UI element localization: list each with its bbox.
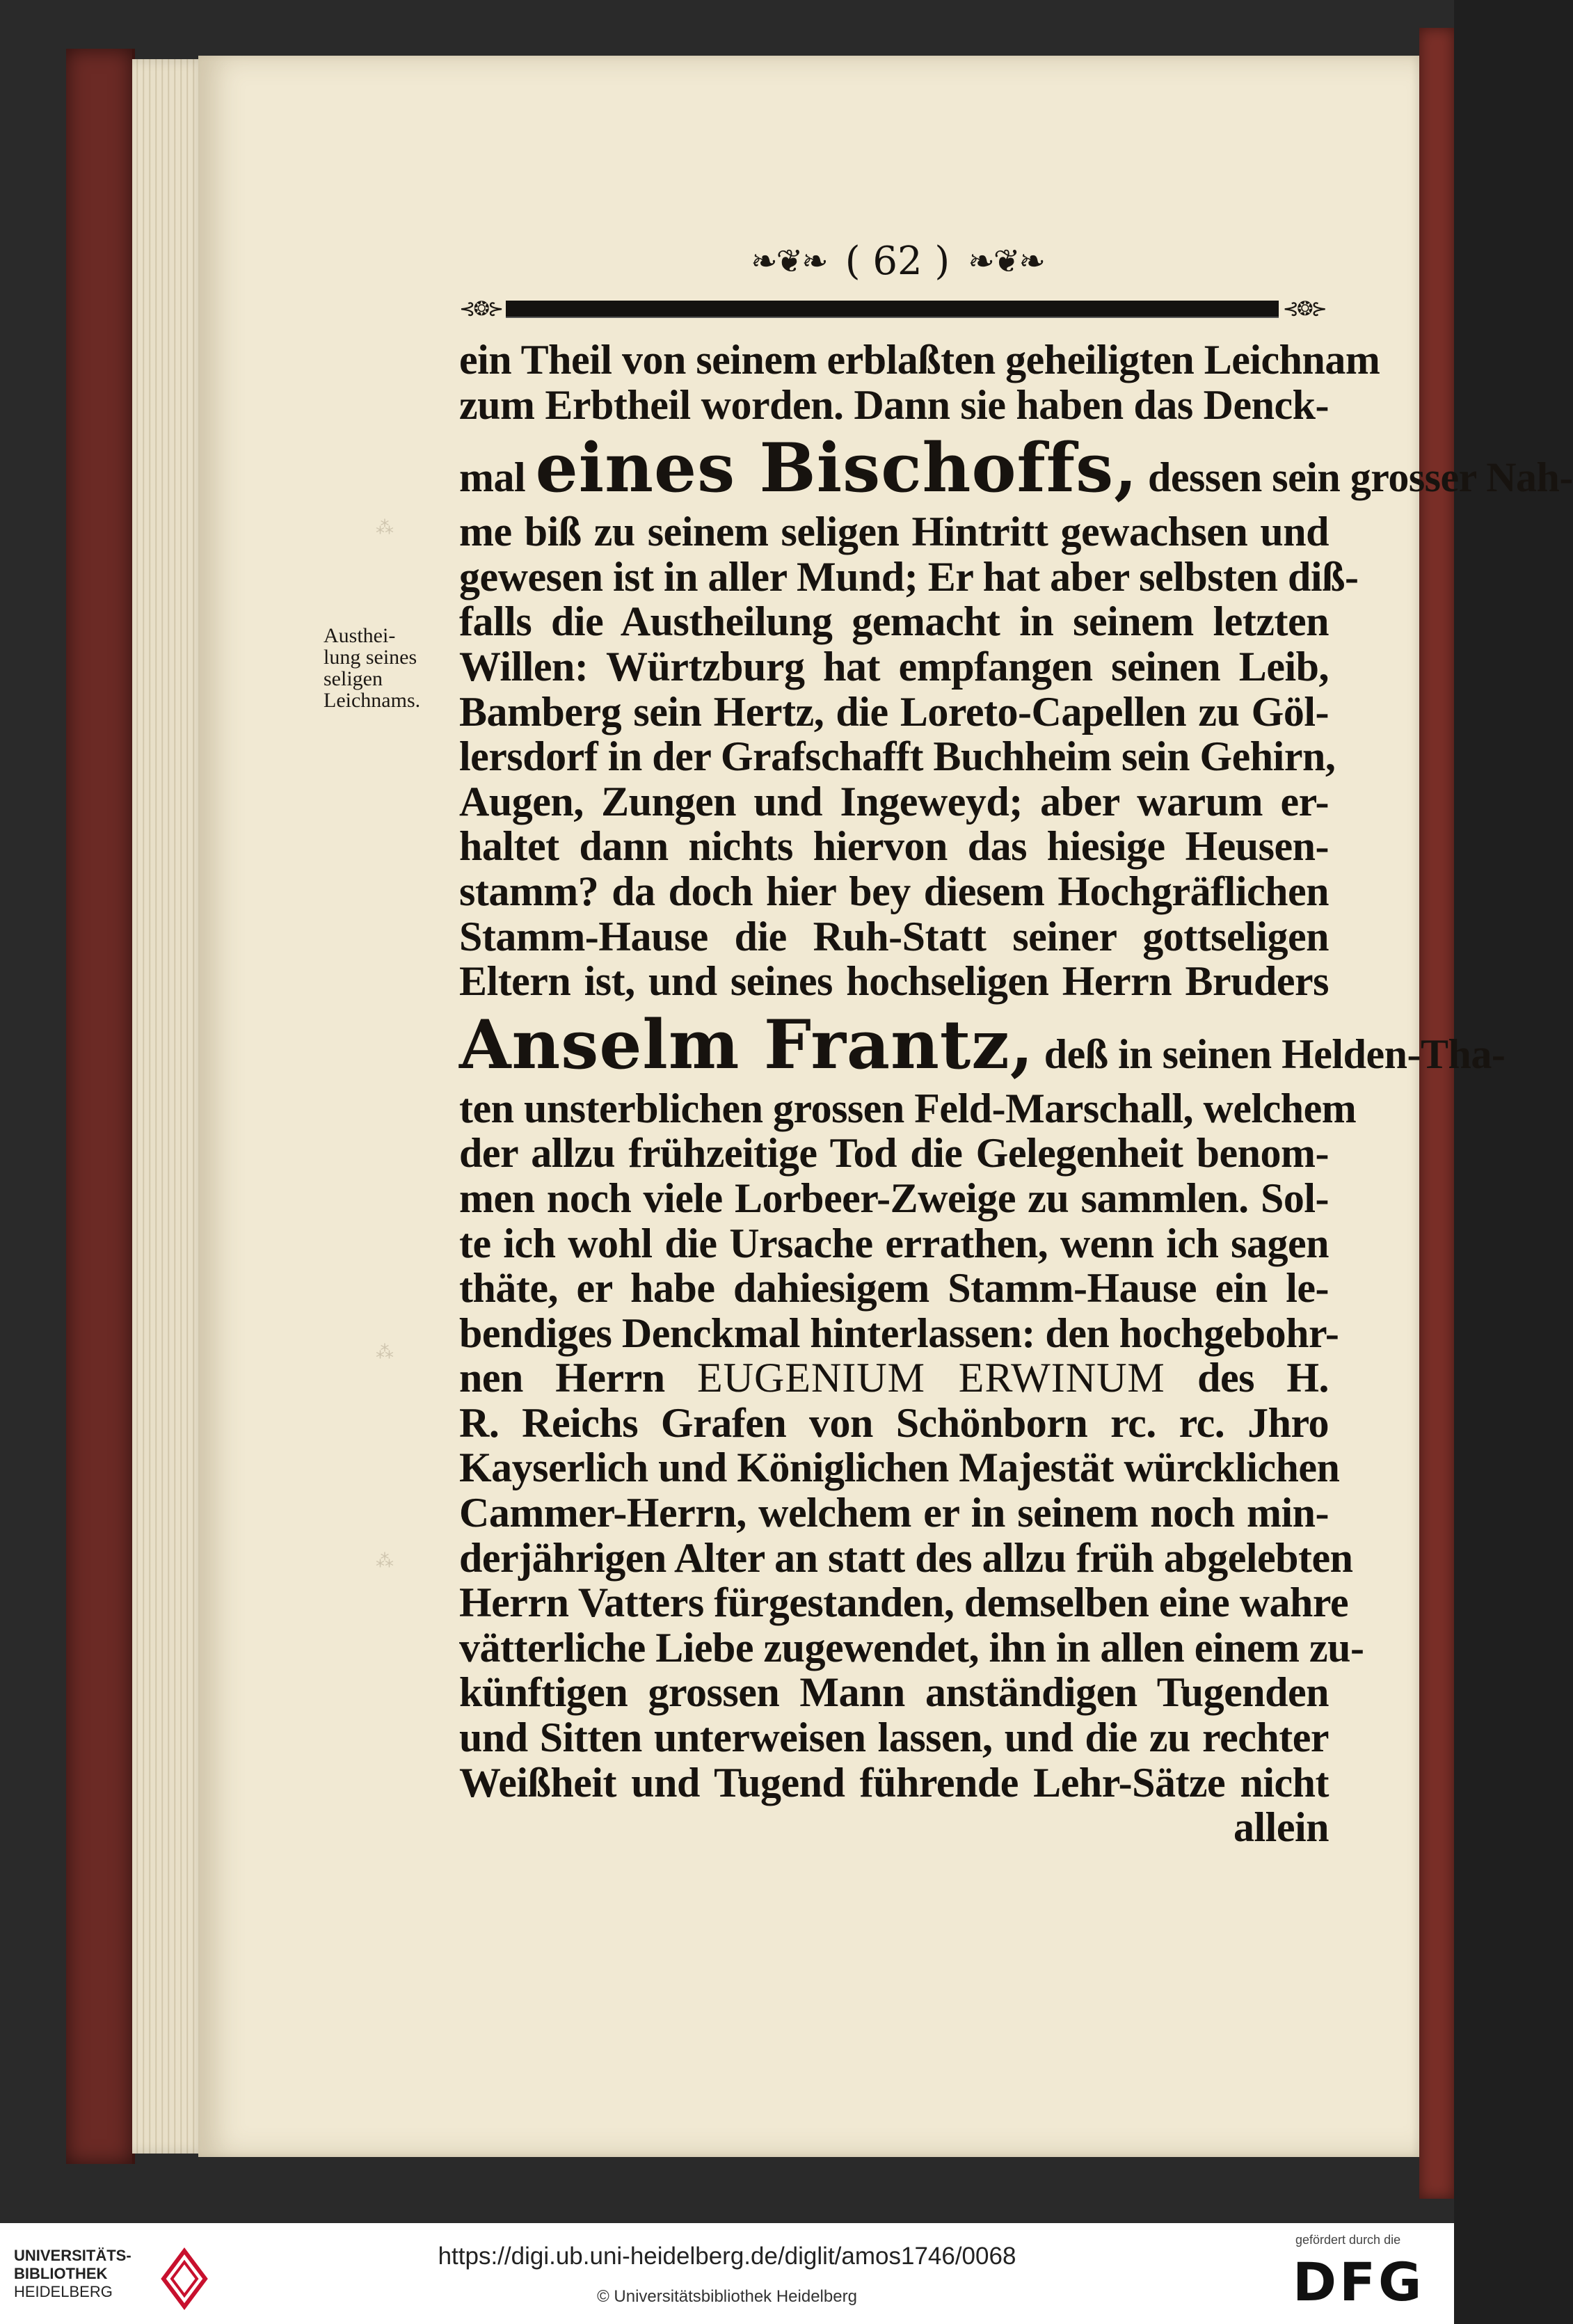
text-line: Eltern ist, und seines hochseligen Herrn Bruders: [459, 958, 1329, 1005]
text-line: thäte, er habe dahiesigem Stamm-Hause ein le-: [459, 1265, 1329, 1312]
text-line: [459, 427, 1573, 509]
viewer-footer: [0, 2223, 1454, 2324]
text-line: künftigen grossen Mann anständigen Tugenden: [459, 1669, 1329, 1716]
bleed-through-mark: ⁂: [376, 1342, 394, 1362]
text-line: Cammer-Herrn, welchem er in seinem noch min-: [459, 1490, 1329, 1536]
copyright-notice: © Universitätsbibliothek Heidelberg: [597, 2287, 857, 2306]
text-line: Herrn Vatters fürgestanden, demselben eine wahre: [459, 1579, 1349, 1626]
page-header: [668, 230, 1127, 292]
page-edges: [132, 59, 209, 2154]
library-logo[interactable]: [14, 2237, 223, 2314]
library-name: UNIVERSITÄTS- BIBLIOTHEK HEIDELBERG: [14, 2247, 131, 2300]
text-line: der allzu frühzeitige Tod die Gelegenheit benom-: [459, 1130, 1329, 1177]
text-line: Bamberg sein Hertz, die Loreto-Capellen zu Göl-: [459, 688, 1329, 735]
text-line: R. Reichs Grafen von Schönborn rc. rc. Jhro: [459, 1399, 1329, 1446]
bleed-through-mark: ⁂: [376, 518, 394, 538]
text-line: Stamm-Hause die Ruh-Statt seiner gottseligen: [459, 913, 1329, 960]
text-line: Kayserlich und Königlichen Majestät würcklichen: [459, 1444, 1340, 1491]
text-line: te ich wohl die Ursache errathen, wenn ich sagen: [459, 1220, 1329, 1266]
body-text: [459, 337, 1573, 1851]
text-line: men noch viele Lorbeer-Zweige zu sammlen. Sol-: [459, 1175, 1329, 1221]
text-line: haltet dann nichts hiervon das hiesige Heusen-: [459, 823, 1329, 870]
display-word: eines Bischoffs,: [535, 429, 1138, 508]
text-line: derjährigen Alter an statt des allzu früh abgelebten: [459, 1534, 1353, 1581]
rule-ornament-left: ⊰❂⊱: [459, 296, 502, 320]
page-number: ( 62 ): [845, 238, 950, 284]
text-line: lersdorf in der Grafschafft Buchheim sein Gehirn,: [459, 733, 1336, 780]
text-line: bendiges Denckmal hinterlassen: den hochgebohr-: [459, 1310, 1339, 1356]
header-ornament-left: ❧❦❧: [751, 242, 827, 280]
rule-bar: [506, 301, 1278, 317]
text-segment: nen Herrn: [459, 1355, 665, 1401]
margin-note-line: seligen: [324, 667, 383, 690]
bleed-through-mark: ⁂: [376, 1551, 394, 1571]
margin-note-line: Austhei-: [324, 624, 396, 647]
text-line: [459, 1004, 1506, 1086]
text-segment: deß in seinen Helden-Tha-: [1044, 1030, 1506, 1077]
rule-ornament-right: ⊰❂⊱: [1282, 296, 1325, 320]
text-line: stamm? da doch hier bey diesem Hochgräflichen: [459, 868, 1329, 914]
book-cover-left: [66, 49, 135, 2164]
dfg-logo[interactable]: DFG: [1293, 2251, 1425, 2313]
header-rule: [459, 298, 1325, 319]
text-line: me biß zu seinem seligen Hintritt gewachsen und: [459, 509, 1329, 555]
text-line: falls die Austheilung gemacht in seinem letzten: [459, 598, 1329, 645]
text-line: Willen: Würtzburg hat empfangen seinen Leib,: [459, 643, 1329, 690]
text-line: [459, 1355, 1329, 1401]
text-line: gewesen ist in aller Mund; Er hat aber selbsten diß-: [459, 553, 1359, 600]
text-line: Weißheit und Tugend führende Lehr-Sätze nicht: [459, 1759, 1329, 1806]
catchword: allein: [1233, 1804, 1329, 1851]
funding-label: gefördert durch die: [1295, 2233, 1401, 2247]
display-word: Anselm Frantz,: [459, 1005, 1035, 1084]
margin-note-line: Leichnams.: [324, 689, 421, 712]
margin-note: [324, 625, 456, 711]
library-logo-icon: [157, 2244, 212, 2314]
text-line: und Sitten unterweisen lassen, und die zu rechter: [459, 1714, 1329, 1761]
text-line: vätterliche Liebe zugewendet, ihn in allen einem zu-: [459, 1624, 1364, 1671]
text-segment: dessen sein grosser Nah-: [1148, 454, 1573, 501]
margin-note-line: lung seines: [324, 646, 417, 669]
text-line: zum Erbtheil worden. Dann sie haben das Denck-: [459, 381, 1329, 428]
text-line: Augen, Zungen und Ingeweyd; aber warum er-: [459, 778, 1329, 825]
text-line: ten unsterblichen grossen Feld-Marschall, welchem: [459, 1085, 1357, 1131]
text-segment: des H.: [1197, 1355, 1329, 1401]
text-segment: mal: [459, 454, 526, 501]
book-cover-right: [1419, 28, 1454, 2199]
text-line: ein Theil von seinem erblaßten geheiligten Leichnam: [459, 337, 1380, 383]
header-ornament-right: ❧❦❧: [968, 242, 1044, 280]
latin-name: EUGENIUM ERWINUM: [697, 1355, 1165, 1401]
permalink-url[interactable]: https://digi.ub.uni-heidelberg.de/diglit/amos1746/0068: [438, 2243, 1016, 2270]
